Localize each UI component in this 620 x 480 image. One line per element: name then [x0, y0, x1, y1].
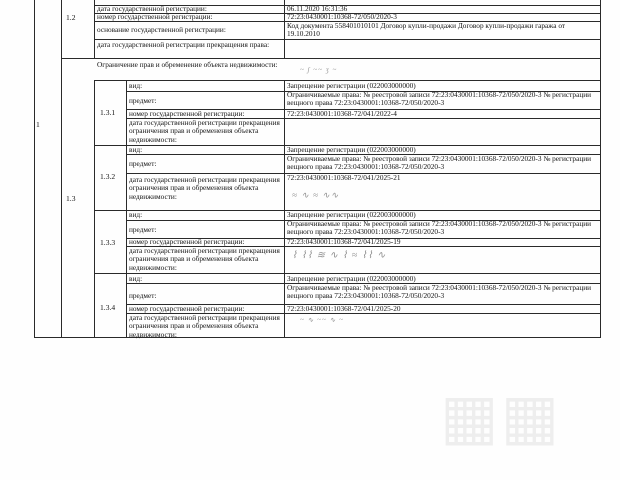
entry-subject-label: предмет:: [129, 159, 157, 168]
entry-reg-number-label: номер государственной регистрации:: [129, 304, 245, 313]
handwritten-mark: ⌇ ⌇⌇ ≋ ∿ ⌇ ≈ ⌇⌇ ∿: [292, 250, 387, 261]
entry-subject-value: Ограничиваемые права: № реестровой записи 72:23:0430001:10368-72/050/2020-3 № регистрации вещного права 72:23:0430001:10368-72/050/2020-3: [287, 90, 592, 108]
entry-reg-number-value: 72:23:0430001:10368-72/041/2022-4: [287, 109, 397, 118]
entry-reg-number-value: 72:23:0430001:10368-72/041/2025-20: [287, 304, 401, 313]
handwritten-mark: ~ ∿ ~~ ∿ ~: [300, 316, 344, 324]
row-line: [34, 337, 601, 338]
entry-number: 1.3.2: [100, 172, 116, 181]
entry-number: 1.3.4: [100, 303, 116, 312]
entry-type-value: Запрещение регистрации (022003000000): [287, 145, 416, 154]
col-line-entry: [94, 80, 95, 338]
reg-number-value: 72:23:0430001:10368-72/050/2020-3: [287, 12, 397, 21]
entry-type-value: Запрещение регистрации (022003000000): [287, 81, 416, 90]
entry-type-label: вид:: [129, 210, 143, 219]
entry-subject-value: Ограничиваемые права: № реестровой записи 72:23:0430001:10368-72/050/2020-3 № регистрации вещного права 72:23:0430001:10368-72/050/2020-3: [287, 219, 592, 237]
col-line-section: [61, 0, 62, 338]
row-number: 1.2: [66, 13, 76, 22]
col-line-right: [600, 0, 601, 338]
basis-label: основание государственной регистрации:: [97, 25, 226, 34]
entry-reg-number-value: 72:23:0430001:10368-72/041/2025-21: [287, 173, 401, 182]
entry-subject-value: Ограничиваемые права: № реестровой записи 72:23:0430001:10368-72/050/2020-3 № регистрации вещного права 72:23:0430001:10368-72/050/2020-3: [287, 283, 592, 301]
col-line-subsection: [94, 0, 95, 58]
section-number: 1.3: [66, 194, 76, 203]
entry-subject-label: предмет:: [129, 291, 157, 300]
basis-value: Код документа 558401010101 Договор купли-продажи Договор купли-продажи гаража от 19.10.2010: [287, 21, 566, 39]
entry-termination-label: дата государственной регистрации прекращения ограничения прав и обременения объекта недвижимости:: [129, 313, 280, 339]
termination-label: дата государственной регистрации прекращения права:: [97, 40, 270, 49]
entry-subject-value: Ограничиваемые права: № реестровой записи 72:23:0430001:10368-72/050/2020-3 № регистрации вещного права 72:23:0430001:10368-72/050/2020-3: [287, 154, 592, 172]
entry-type-label: вид:: [129, 81, 143, 90]
watermark-logo: ▦▦: [440, 380, 562, 453]
row-line: [61, 58, 601, 59]
handwritten-mark: ~ ʃ ~~ ʒ ~: [300, 66, 338, 74]
section-title: Ограничение прав и обременение объекта недвижимости:: [97, 60, 278, 69]
entry-reg-number-label: номер государственной регистрации:: [129, 237, 245, 246]
reg-date-value: 06.11.2020 16:31:36: [287, 4, 348, 13]
outer-row-number: 1: [36, 120, 40, 129]
handwritten-mark: ≈ ∿ ≈ ∿∿: [292, 190, 340, 200]
col-line-value: [284, 0, 285, 58]
entry-termination-label: дата государственной регистрации прекращения ограничения прав и обременения объекта недвижимости:: [129, 118, 280, 144]
reg-date-label: дата государственной регистрации:: [97, 4, 207, 13]
entry-termination-label: дата государственной регистрации прекращения ограничения прав и обременения объекта недвижимости:: [129, 175, 280, 201]
entry-number: 1.3.3: [100, 238, 116, 247]
entry-subject-label: предмет:: [129, 225, 157, 234]
entry-number: 1.3.1: [100, 108, 116, 117]
entry-termination-label: дата государственной регистрации прекращения ограничения прав и обременения объекта недвижимости:: [129, 246, 280, 272]
reg-number-label: номер государственной регистрации:: [97, 12, 213, 21]
entry-reg-number-label: номер государственной регистрации:: [129, 109, 245, 118]
col-line-outer-left: [34, 0, 35, 338]
entry-reg-number-value: 72:23:0430001:10368-72/041/2025-19: [287, 237, 401, 246]
entry-type-value: Запрещение регистрации (022003000000): [287, 210, 416, 219]
entry-type-label: вид:: [129, 274, 143, 283]
entry-type-label: вид:: [129, 145, 143, 154]
entry-subject-label: предмет:: [129, 96, 157, 105]
entry-type-value: Запрещение регистрации (022003000000): [287, 274, 416, 283]
